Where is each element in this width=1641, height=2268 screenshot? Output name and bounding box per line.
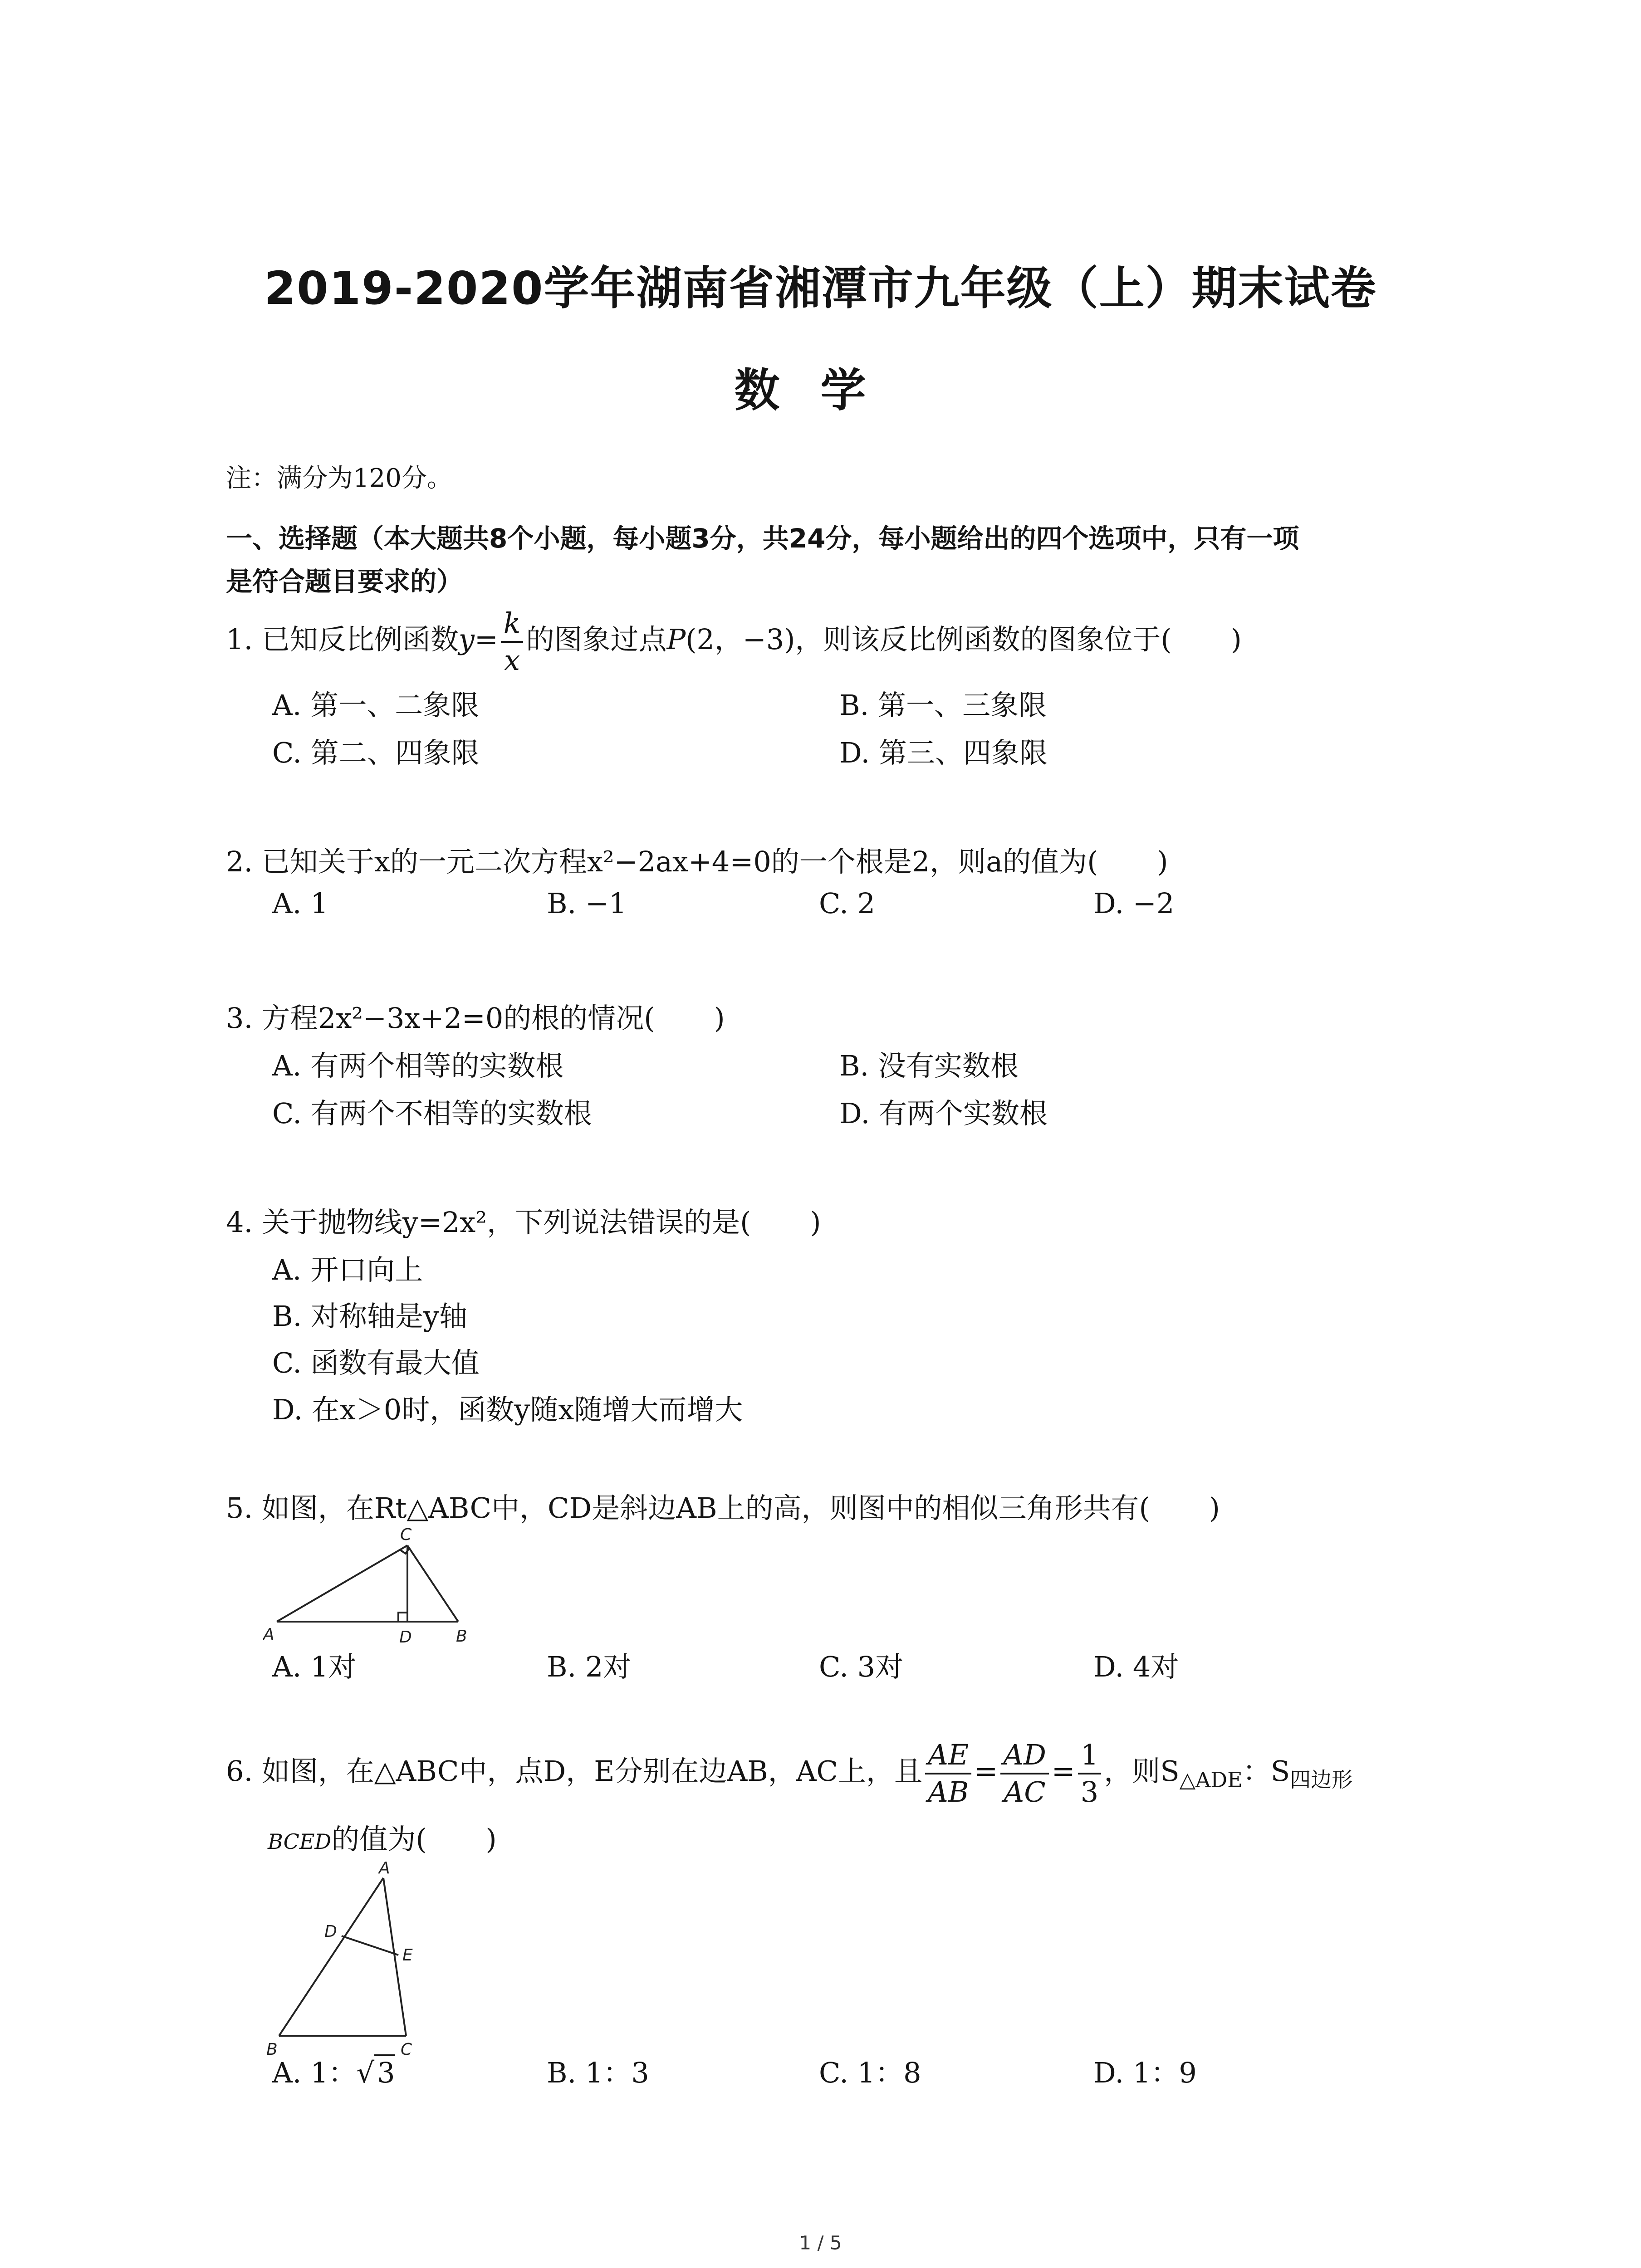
question-text: 如图，在Rt△ABC中，CD是斜边AB上的高，则图中的相似三角形共有( <box>261 1491 1150 1525</box>
fraction-numerator: AD <box>1000 1741 1048 1774</box>
question-text: 已知关于x的一元二次方程x²−2ax+4=0的一个根是2，则a的值为( <box>261 845 1098 878</box>
vertex-label-c: C <box>401 2040 412 2059</box>
subscript: 四边形 <box>1290 1767 1353 1792</box>
question-number: 4. <box>226 1206 253 1239</box>
question-text: 如图，在△ABC中，点D，E分别在边AB，AC上，且 <box>261 1755 922 1788</box>
question-number: 5. <box>226 1491 253 1525</box>
section-heading-line2: 是符合题目要求的） <box>226 566 463 597</box>
option-c: C. 2 <box>819 887 876 920</box>
coordinates: (2，−3) <box>686 623 795 656</box>
triangle-ade-figure <box>261 1860 451 2059</box>
vertex-label-a: A <box>379 1860 390 1877</box>
option-b: B. 没有实数根 <box>839 1049 1019 1082</box>
sqrt-symbol: √ <box>356 2056 375 2089</box>
option-a: A. 有两个相等的实数根 <box>272 1049 564 1082</box>
option-d: D. 1：9 <box>1093 2056 1197 2089</box>
option-d: D. 4对 <box>1093 1650 1179 1683</box>
question-text: 关于抛物线y=2x²，下列说法错误的是( <box>261 1206 751 1239</box>
math-var: y <box>458 623 475 656</box>
question-number: 1. <box>226 623 253 656</box>
right-triangle-figure <box>263 1526 481 1649</box>
subscript: △ADE <box>1179 1767 1243 1792</box>
vertex-label-a: A <box>263 1625 274 1644</box>
equals-sign: = <box>1051 1755 1075 1788</box>
fraction-numerator: k <box>501 609 524 643</box>
option-text: A. 1： <box>272 2056 357 2089</box>
answer-paren: ) <box>1209 1491 1220 1525</box>
option-c: C. 有两个不相等的实数根 <box>272 1097 592 1130</box>
option-b: B. −1 <box>547 887 627 920</box>
equals-sign: = <box>474 623 498 656</box>
question-text: 的图象过点 <box>526 623 667 656</box>
question-text: 已知反比例函数 <box>261 623 459 656</box>
question-6 <box>226 1737 1352 1813</box>
question-3 <box>226 996 725 1036</box>
option-d: D. −2 <box>1093 887 1175 920</box>
option-d: D. 第三、四象限 <box>839 736 1048 769</box>
fraction-numerator: 1 <box>1078 1741 1101 1774</box>
question-number: 6. <box>226 1755 253 1788</box>
option-b: B. 2对 <box>547 1650 632 1683</box>
question-number: 2. <box>226 845 253 878</box>
option-c: C. 函数有最大值 <box>272 1346 480 1379</box>
fraction-denominator: x <box>504 643 520 677</box>
fraction <box>1000 1738 1048 1809</box>
question-6-line2 <box>268 1817 497 1857</box>
option-a: A. 1对 <box>272 1650 357 1683</box>
question-5 <box>226 1486 1220 1526</box>
option-d: D. 在x＞0时，函数y随x随增大而增大 <box>272 1393 743 1426</box>
option-a: A. 第一、二象限 <box>272 689 480 722</box>
fraction-denominator: AC <box>1004 1775 1046 1809</box>
option-a <box>272 2050 395 2091</box>
question-text: 的值为( <box>331 1823 427 1856</box>
section-heading-line1: 一、选择题（本大题共8个小题，每小题3分，共24分，每小题给出的四个选项中，只有一项 <box>226 523 1299 554</box>
answer-paren: ) <box>810 1206 821 1239</box>
question-2 <box>226 839 1168 880</box>
option-b: B. 第一、三象限 <box>839 689 1047 722</box>
answer-paren: ) <box>1230 623 1242 656</box>
option-a: A. 开口向上 <box>272 1253 423 1286</box>
vertex-label-b: B <box>266 2040 278 2059</box>
question-number: 3. <box>226 1002 253 1035</box>
subject-title: 数学 <box>734 364 907 417</box>
fraction <box>501 606 524 677</box>
answer-paren: ) <box>485 1823 497 1856</box>
page-title: 2019-2020学年湖南省湘潭市九年级（上）期末试卷 <box>264 262 1377 315</box>
option-d: D. 有两个实数根 <box>839 1097 1048 1130</box>
vertex-label-d: D <box>324 1922 337 1941</box>
vertex-label-d: D <box>399 1628 412 1647</box>
page-number: 1 / 5 <box>799 2232 842 2254</box>
score-note: 注：满分为120分。 <box>226 464 452 493</box>
question-text: ，则该反比例函数的图象位于( <box>795 623 1172 656</box>
option-a: A. 1 <box>272 887 328 920</box>
question-text: ：S <box>1242 1755 1290 1788</box>
fraction <box>925 1738 971 1809</box>
question-4 <box>226 1200 821 1240</box>
option-c: C. 第二、四象限 <box>272 736 480 769</box>
option-c: C. 1：8 <box>819 2056 921 2089</box>
option-c: C. 3对 <box>819 1650 904 1683</box>
question-text: ，则S <box>1104 1755 1180 1788</box>
option-b: B. 1：3 <box>547 2056 649 2089</box>
fraction <box>1078 1738 1101 1809</box>
fraction-denominator: AB <box>928 1775 969 1809</box>
question-1 <box>226 606 1242 675</box>
answer-paren: ) <box>1157 845 1168 878</box>
question-text: 方程2x²−3x+2=0的根的情况( <box>261 1002 655 1035</box>
math-var: P <box>666 623 686 656</box>
math-var: BCED <box>268 1829 332 1854</box>
answer-paren: ) <box>714 1002 725 1035</box>
vertex-label-e: E <box>402 1946 413 1965</box>
option-b: B. 对称轴是y轴 <box>272 1300 468 1333</box>
vertex-label-c: C <box>400 1526 412 1544</box>
fraction-denominator: 3 <box>1080 1775 1099 1809</box>
vertex-label-b: B <box>456 1627 467 1646</box>
sqrt-radicand: 3 <box>374 2054 395 2089</box>
fraction-numerator: AE <box>925 1741 971 1774</box>
equals-sign: = <box>974 1755 998 1788</box>
